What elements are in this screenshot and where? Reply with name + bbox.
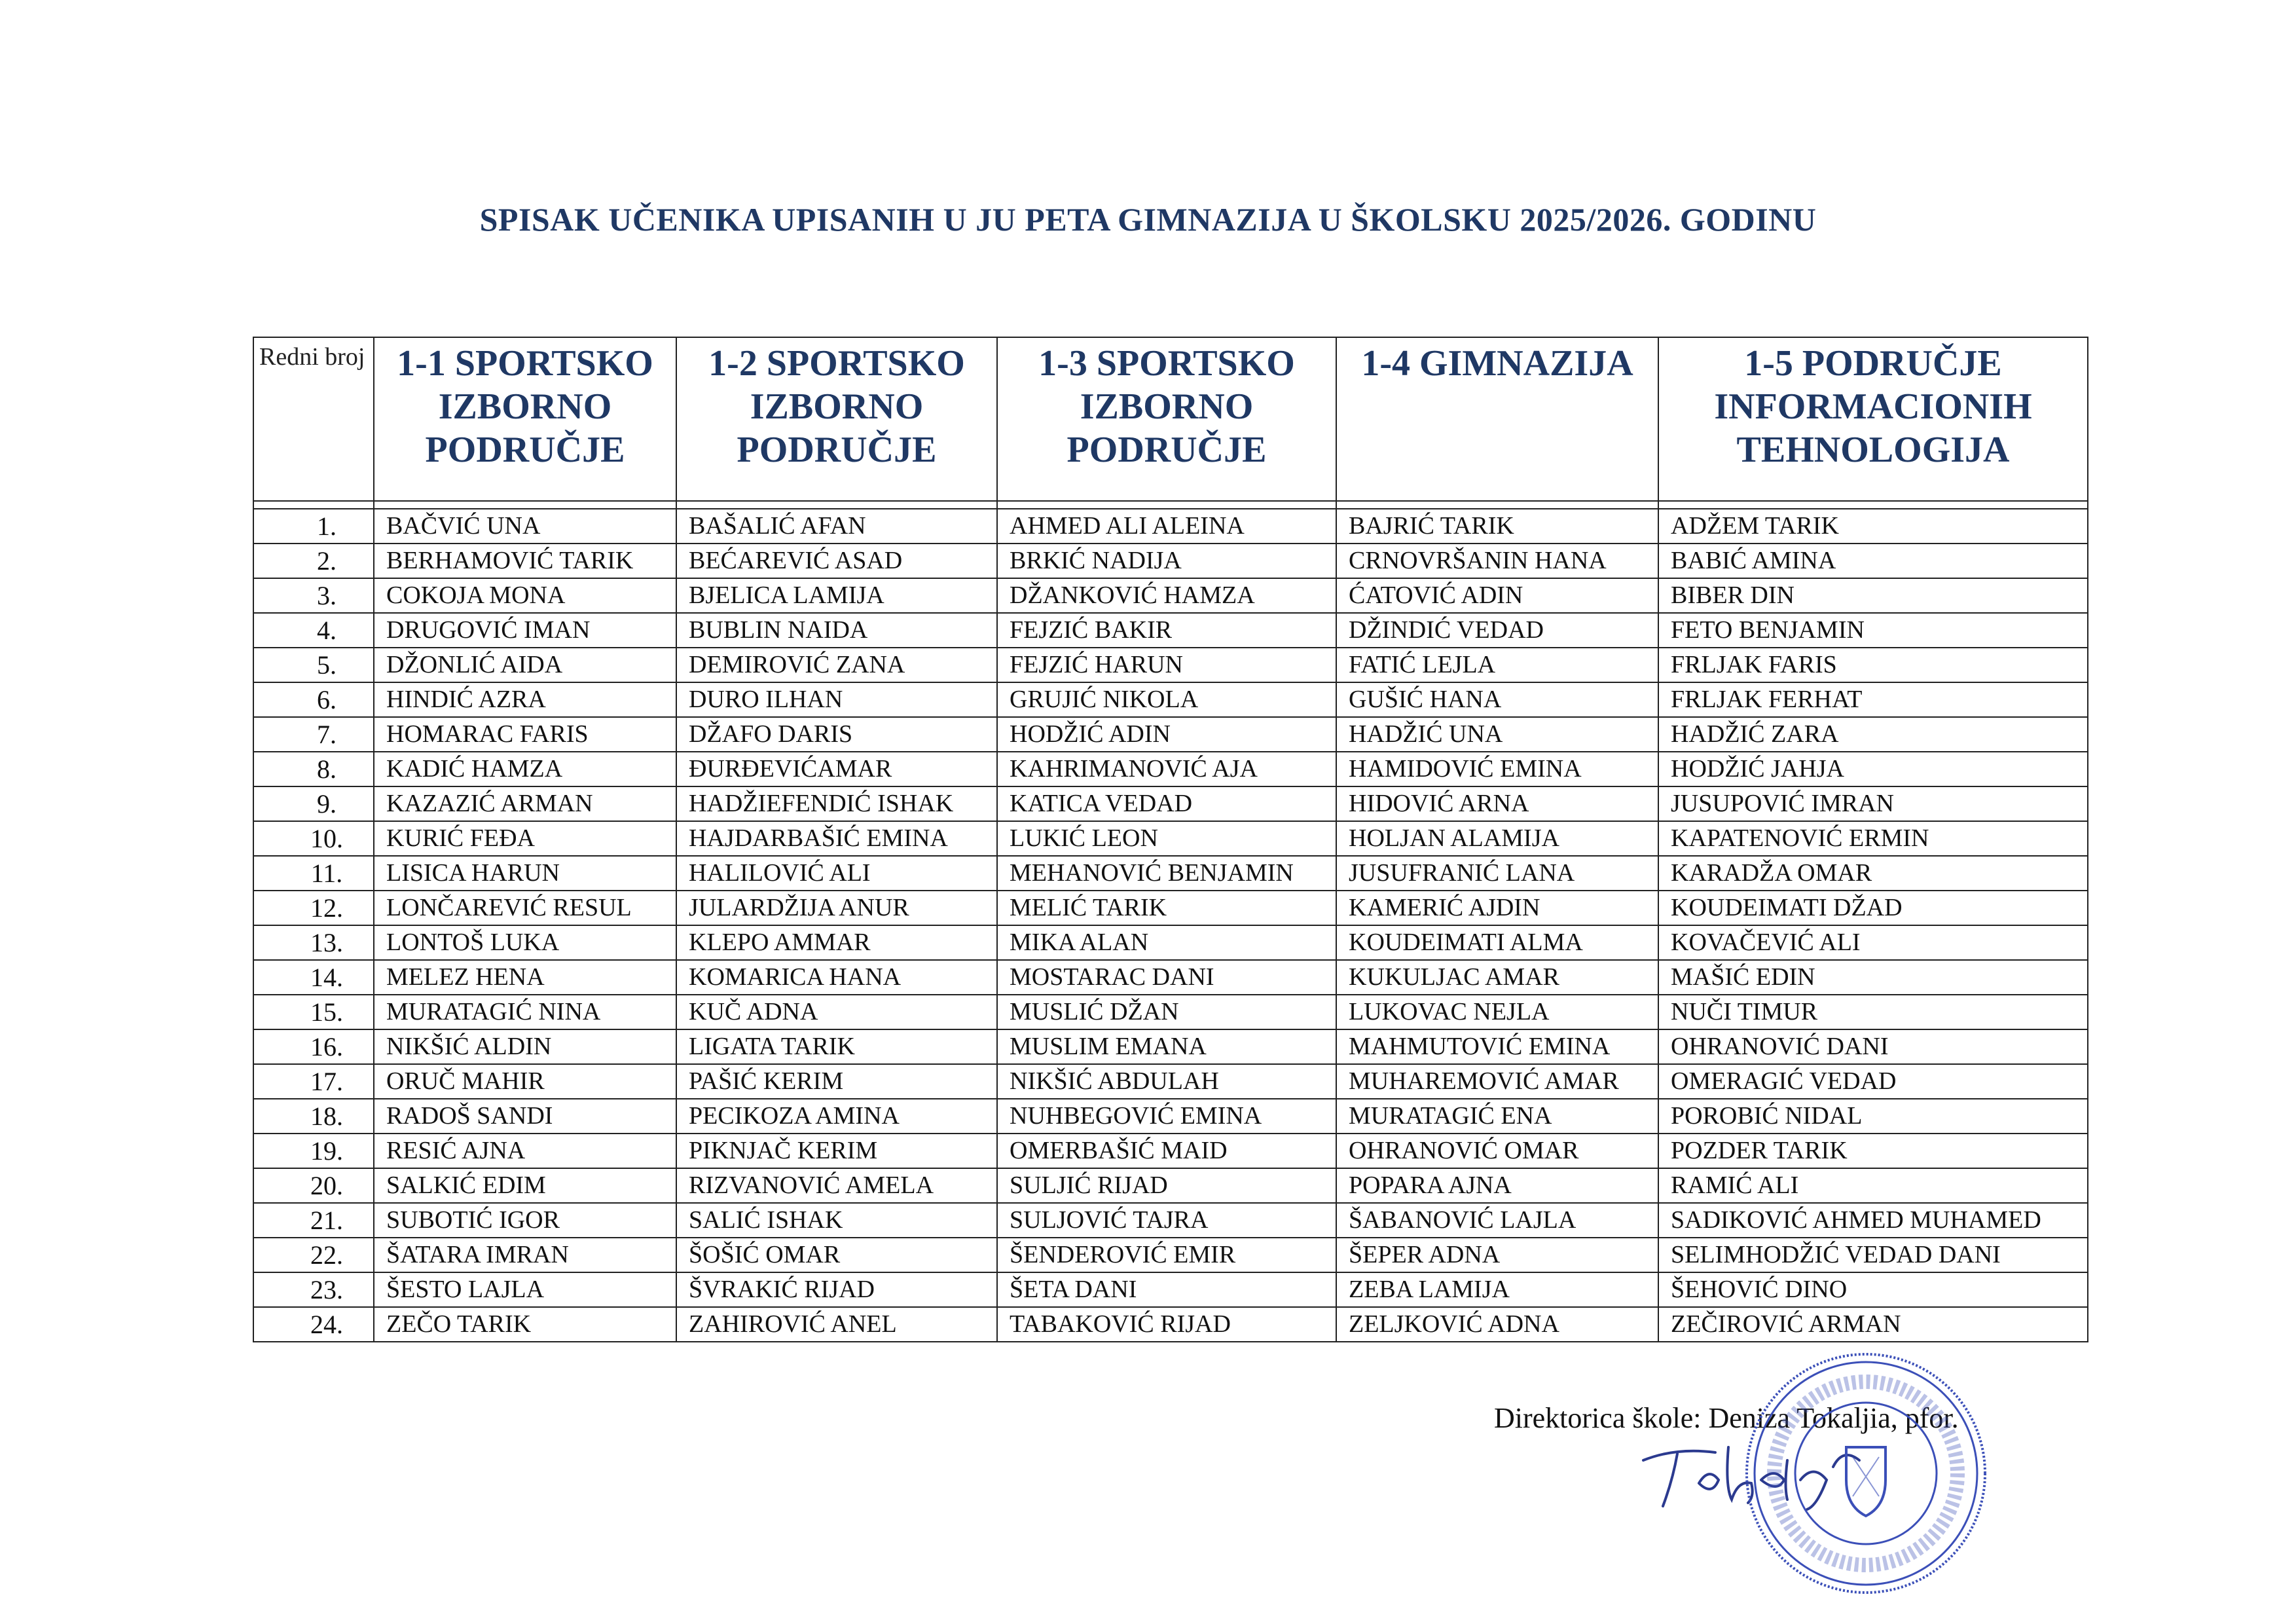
row-number: 16.	[253, 1029, 374, 1064]
cell-class-1-1: RESIĆ AJNA	[374, 1134, 676, 1168]
cell-class-1-4: MAHMUTOVIĆ EMINA	[1336, 1029, 1658, 1064]
cell-class-1-3: FEJZIĆ HARUN	[997, 648, 1336, 682]
cell-class-1-4: HAMIDOVIĆ EMINA	[1336, 752, 1658, 786]
cell-class-1-5: KOUDEIMATI DŽAD	[1658, 891, 2088, 925]
table-row	[253, 821, 2088, 856]
cell-class-1-5: RAMIĆ ALI	[1658, 1168, 2088, 1203]
table-body	[253, 501, 2088, 1342]
cell-class-1-5: FRLJAK FERHAT	[1658, 682, 2088, 717]
cell-class-1-3: KATICA VEDAD	[997, 786, 1336, 821]
cell-class-1-3: TABAKOVIĆ RIJAD	[997, 1307, 1336, 1342]
table-row	[253, 1168, 2088, 1203]
cell-class-1-1: SUBOTIĆ IGOR	[374, 1203, 676, 1238]
cell-class-1-5: KOVAČEVIĆ ALI	[1658, 925, 2088, 960]
table-row	[253, 891, 2088, 925]
cell-class-1-4: OHRANOVIĆ OMAR	[1336, 1134, 1658, 1168]
cell-class-1-4: GUŠIĆ HANA	[1336, 682, 1658, 717]
header-class-1-5: 1-5 PODRUČJE INFORMACIONIH TEHNOLOGIJA	[1658, 337, 2088, 501]
row-number: 22.	[253, 1238, 374, 1272]
row-number: 15.	[253, 995, 374, 1029]
cell-class-1-1: LISICA HARUN	[374, 856, 676, 891]
cell-class-1-4: ZELJKOVIĆ ADNA	[1336, 1307, 1658, 1342]
cell-class-1-5: NUČI TIMUR	[1658, 995, 2088, 1029]
cell-class-1-5: HADŽIĆ ZARA	[1658, 717, 2088, 752]
cell-class-1-5: KAPATENOVIĆ ERMIN	[1658, 821, 2088, 856]
cell-class-1-1: LONTOŠ LUKA	[374, 925, 676, 960]
row-number: 19.	[253, 1134, 374, 1168]
table-row	[253, 960, 2088, 995]
cell-class-1-5: MAŠIĆ EDIN	[1658, 960, 2088, 995]
table-row	[253, 1134, 2088, 1168]
cell-class-1-3: ŠETA DANI	[997, 1272, 1336, 1307]
cell-class-1-5: BIBER DIN	[1658, 578, 2088, 613]
cell-class-1-4: ŠEPER ADNA	[1336, 1238, 1658, 1272]
cell-class-1-1: HOMARAC FARIS	[374, 717, 676, 752]
cell-class-1-2: BUBLIN NAIDA	[676, 613, 997, 648]
cell-class-1-3: OMERBAŠIĆ MAID	[997, 1134, 1336, 1168]
cell-class-1-3: ŠENDEROVIĆ EMIR	[997, 1238, 1336, 1272]
cell-class-1-4: HIDOVIĆ ARNA	[1336, 786, 1658, 821]
cell-class-1-4: KUKULJAC AMAR	[1336, 960, 1658, 995]
cell-class-1-3: MUSLIĆ DŽAN	[997, 995, 1336, 1029]
cell-class-1-5: FETO BENJAMIN	[1658, 613, 2088, 648]
row-number: 13.	[253, 925, 374, 960]
cell-class-1-2: ŠVRAKIĆ RIJAD	[676, 1272, 997, 1307]
cell-class-1-5: SELIMHODŽIĆ VEDAD DANI	[1658, 1238, 2088, 1272]
cell-class-1-3: NUHBEGOVIĆ EMINA	[997, 1099, 1336, 1134]
cell-class-1-4: ŠABANOVIĆ LAJLA	[1336, 1203, 1658, 1238]
cell-class-1-5: FRLJAK FARIS	[1658, 648, 2088, 682]
cell-class-1-3: MELIĆ TARIK	[997, 891, 1336, 925]
table-row	[253, 1029, 2088, 1064]
cell-class-1-2: JULARDŽIJA ANUR	[676, 891, 997, 925]
cell-class-1-2: DŽAFO DARIS	[676, 717, 997, 752]
cell-class-1-3: GRUJIĆ NIKOLA	[997, 682, 1336, 717]
cell-class-1-2: ĐURĐEVIĆAMAR	[676, 752, 997, 786]
table-row	[253, 995, 2088, 1029]
cell-class-1-2: BEĆAREVIĆ ASAD	[676, 544, 997, 578]
official-seal	[1741, 1349, 1990, 1598]
header-class-1-2: 1-2 SPORTSKO IZBORNO PODRUČJE	[676, 337, 997, 501]
table-row	[253, 1099, 2088, 1134]
table-row	[253, 1307, 2088, 1342]
cell-class-1-2: DEMIROVIĆ ZANA	[676, 648, 997, 682]
cell-class-1-4: ĆATOVIĆ ADIN	[1336, 578, 1658, 613]
row-number: 23.	[253, 1272, 374, 1307]
table-row	[253, 717, 2088, 752]
cell-class-1-1: MELEZ HENA	[374, 960, 676, 995]
cell-class-1-2: BJELICA LAMIJA	[676, 578, 997, 613]
cell-class-1-3: MIKA ALAN	[997, 925, 1336, 960]
cell-class-1-1: DRUGOVIĆ IMAN	[374, 613, 676, 648]
row-number: 18.	[253, 1099, 374, 1134]
table-row	[253, 786, 2088, 821]
cell-class-1-5: KARADŽA OMAR	[1658, 856, 2088, 891]
header-class-1-3: 1-3 SPORTSKO IZBORNO PODRUČJE	[997, 337, 1336, 501]
cell-class-1-5: OMERAGIĆ VEDAD	[1658, 1064, 2088, 1099]
cell-class-1-3: BRKIĆ NADIJA	[997, 544, 1336, 578]
header-class-1-4: 1-4 GIMNAZIJA	[1336, 337, 1658, 501]
row-number: 10.	[253, 821, 374, 856]
cell-class-1-4: ZEBA LAMIJA	[1336, 1272, 1658, 1307]
cell-class-1-1: LONČAREVIĆ RESUL	[374, 891, 676, 925]
cell-class-1-4: BAJRIĆ TARIK	[1336, 509, 1658, 544]
cell-class-1-5: ŠEHOVIĆ DINO	[1658, 1272, 2088, 1307]
cell-class-1-1: MURATAGIĆ NINA	[374, 995, 676, 1029]
cell-class-1-1: SALKIĆ EDIM	[374, 1168, 676, 1203]
cell-class-1-5: BABIĆ AMINA	[1658, 544, 2088, 578]
cell-class-1-4: MUHAREMOVIĆ AMAR	[1336, 1064, 1658, 1099]
row-number: 5.	[253, 648, 374, 682]
cell-class-1-2: KUČ ADNA	[676, 995, 997, 1029]
row-number: 21.	[253, 1203, 374, 1238]
row-number: 12.	[253, 891, 374, 925]
cell-class-1-2: KOMARICA HANA	[676, 960, 997, 995]
table-row	[253, 1064, 2088, 1099]
cell-class-1-3: SULJIĆ RIJAD	[997, 1168, 1336, 1203]
cell-class-1-5: OHRANOVIĆ DANI	[1658, 1029, 2088, 1064]
cell-class-1-4: HOLJAN ALAMIJA	[1336, 821, 1658, 856]
cell-class-1-4: HADŽIĆ UNA	[1336, 717, 1658, 752]
cell-class-1-1: ŠATARA IMRAN	[374, 1238, 676, 1272]
table-row	[253, 682, 2088, 717]
cell-class-1-4: LUKOVAC NEJLA	[1336, 995, 1658, 1029]
cell-class-1-4: KAMERIĆ AJDIN	[1336, 891, 1658, 925]
row-number: 4.	[253, 613, 374, 648]
cell-class-1-5: POZDER TARIK	[1658, 1134, 2088, 1168]
student-roster-table	[253, 337, 2088, 1342]
cell-class-1-2: RIZVANOVIĆ AMELA	[676, 1168, 997, 1203]
cell-class-1-1: NIKŠIĆ ALDIN	[374, 1029, 676, 1064]
cell-class-1-3: MOSTARAC DANI	[997, 960, 1336, 995]
cell-class-1-2: PIKNJAČ KERIM	[676, 1134, 997, 1168]
cell-class-1-5: JUSUPOVIĆ IMRAN	[1658, 786, 2088, 821]
table-row	[253, 1238, 2088, 1272]
cell-class-1-3: FEJZIĆ BAKIR	[997, 613, 1336, 648]
table-spacer-row	[253, 501, 2088, 509]
cell-class-1-1: KURIĆ FEĐA	[374, 821, 676, 856]
cell-class-1-4: KOUDEIMATI ALMA	[1336, 925, 1658, 960]
row-number: 2.	[253, 544, 374, 578]
cell-class-1-1: ŠESTO LAJLA	[374, 1272, 676, 1307]
row-number: 14.	[253, 960, 374, 995]
table-row	[253, 613, 2088, 648]
cell-class-1-4: FATIĆ LEJLA	[1336, 648, 1658, 682]
cell-class-1-2: HALILOVIĆ ALI	[676, 856, 997, 891]
row-number: 11.	[253, 856, 374, 891]
cell-class-1-5: ADŽEM TARIK	[1658, 509, 2088, 544]
cell-class-1-1: KADIĆ HAMZA	[374, 752, 676, 786]
cell-class-1-3: MEHANOVIĆ BENJAMIN	[997, 856, 1336, 891]
cell-class-1-2: SALIĆ ISHAK	[676, 1203, 997, 1238]
cell-class-1-2: BAŠALIĆ AFAN	[676, 509, 997, 544]
row-number: 17.	[253, 1064, 374, 1099]
cell-class-1-4: MURATAGIĆ ENA	[1336, 1099, 1658, 1134]
table-row	[253, 1203, 2088, 1238]
cell-class-1-1: COKOJA MONA	[374, 578, 676, 613]
table-row	[253, 544, 2088, 578]
table-row	[253, 856, 2088, 891]
table-header-row	[253, 337, 2088, 501]
header-class-1-1: 1-1 SPORTSKO IZBORNO PODRUČJE	[374, 337, 676, 501]
cell-class-1-5: HODŽIĆ JAHJA	[1658, 752, 2088, 786]
cell-class-1-3: HODŽIĆ ADIN	[997, 717, 1336, 752]
cell-class-1-1: RADOŠ SANDI	[374, 1099, 676, 1134]
cell-class-1-3: LUKIĆ LEON	[997, 821, 1336, 856]
cell-class-1-1: KAZAZIĆ ARMAN	[374, 786, 676, 821]
row-number: 3.	[253, 578, 374, 613]
table-row	[253, 578, 2088, 613]
row-number: 24.	[253, 1307, 374, 1342]
cell-class-1-3: SULJOVIĆ TAJRA	[997, 1203, 1336, 1238]
cell-class-1-2: PECIKOZA AMINA	[676, 1099, 997, 1134]
row-number: 8.	[253, 752, 374, 786]
row-number: 7.	[253, 717, 374, 752]
cell-class-1-4: CRNOVRŠANIN HANA	[1336, 544, 1658, 578]
header-redni-broj: Redni broj	[253, 337, 374, 501]
cell-class-1-4: JUSUFRANIĆ LANA	[1336, 856, 1658, 891]
cell-class-1-2: ŠOŠIĆ OMAR	[676, 1238, 997, 1272]
cell-class-1-3: MUSLIM EMANA	[997, 1029, 1336, 1064]
cell-class-1-5: SADIKOVIĆ AHMED MUHAMED	[1658, 1203, 2088, 1238]
cell-class-1-2: HADŽIEFENDIĆ ISHAK	[676, 786, 997, 821]
cell-class-1-4: POPARA AJNA	[1336, 1168, 1658, 1203]
cell-class-1-3: KAHRIMANOVIĆ AJA	[997, 752, 1336, 786]
cell-class-1-2: HAJDARBAŠIĆ EMINA	[676, 821, 997, 856]
document-title: SPISAK UČENIKA UPISANIH U JU PETA GIMNAZIJA U ŠKOLSKU 2025/2026. GODINU	[479, 201, 1817, 238]
table-row	[253, 648, 2088, 682]
cell-class-1-1: ZEČO TARIK	[374, 1307, 676, 1342]
signature-line: Direktorica škole: Deniza Tokaljia, pfor.	[1494, 1402, 1959, 1434]
table-row	[253, 509, 2088, 544]
cell-class-1-2: KLEPO AMMAR	[676, 925, 997, 960]
cell-class-1-1: ORUČ MAHIR	[374, 1064, 676, 1099]
row-number: 9.	[253, 786, 374, 821]
cell-class-1-4: DŽINDIĆ VEDAD	[1336, 613, 1658, 648]
cell-class-1-1: BAČVIĆ UNA	[374, 509, 676, 544]
table-row	[253, 752, 2088, 786]
row-number: 20.	[253, 1168, 374, 1203]
cell-class-1-2: LIGATA TARIK	[676, 1029, 997, 1064]
row-number: 6.	[253, 682, 374, 717]
cell-class-1-5: POROBIĆ NIDAL	[1658, 1099, 2088, 1134]
cell-class-1-1: BERHAMOVIĆ TARIK	[374, 544, 676, 578]
cell-class-1-3: AHMED ALI ALEINA	[997, 509, 1336, 544]
cell-class-1-2: PAŠIĆ KERIM	[676, 1064, 997, 1099]
row-number: 1.	[253, 509, 374, 544]
cell-class-1-2: DURO ILHAN	[676, 682, 997, 717]
cell-class-1-3: NIKŠIĆ ABDULAH	[997, 1064, 1336, 1099]
cell-class-1-3: DŽANKOVIĆ HAMZA	[997, 578, 1336, 613]
cell-class-1-5: ZEČIROVIĆ ARMAN	[1658, 1307, 2088, 1342]
cell-class-1-2: ZAHIROVIĆ ANEL	[676, 1307, 997, 1342]
cell-class-1-1: HINDIĆ AZRA	[374, 682, 676, 717]
table-row	[253, 1272, 2088, 1307]
cell-class-1-1: DŽONLIĆ AIDA	[374, 648, 676, 682]
table-row	[253, 925, 2088, 960]
